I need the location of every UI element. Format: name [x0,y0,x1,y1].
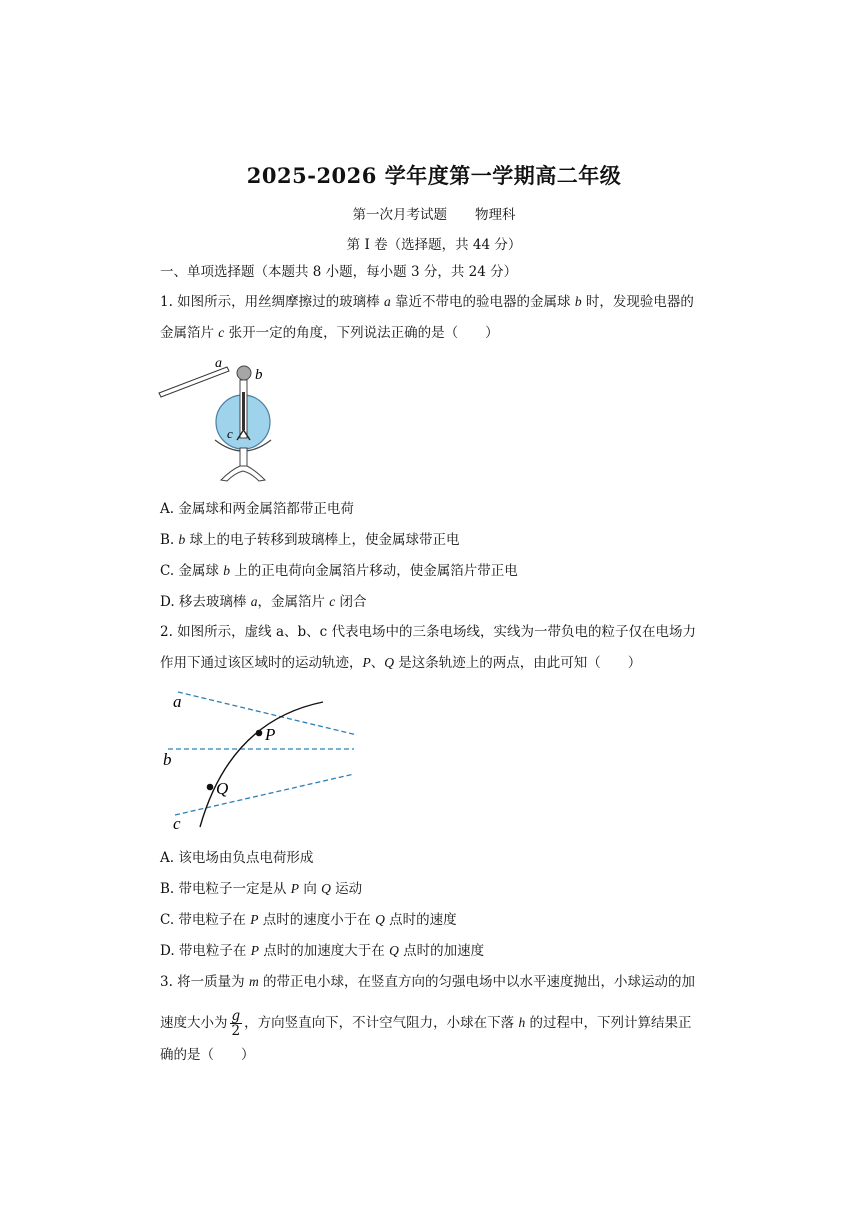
label-a: a [215,356,222,371]
q3-var-h: h [518,1015,526,1030]
label-c: c [173,814,181,833]
volume-heading: 第 I 卷（选择题，共 44 分） [346,237,522,253]
q2-opt-var: P [250,912,259,927]
label-b: b [163,750,172,769]
stand-post [240,448,247,468]
q1-opt-var: b [178,532,186,547]
q1-opt-text: 闭合 [335,594,367,610]
q1-option-c [160,561,518,581]
q1-opt-text: D. 移去玻璃棒 [160,594,251,610]
q3-text: ，方向竖直向下，不计空气阻力，小球在下落 [244,1015,519,1031]
q2-opt-var: Q [389,943,399,958]
q1-opt-var: b [223,563,230,578]
q3-text: 速度大小为 [160,1015,228,1031]
metal-rod [242,392,245,430]
point-q [207,784,214,791]
q1-stem-line2 [160,323,499,343]
q1-stem-line1 [160,292,694,312]
q2-text: 、 [370,655,385,671]
q2-var-q: Q [384,655,394,670]
glass-rod [159,367,229,397]
q2-text: 作用下通过该区域时的运动轨迹， [160,655,363,671]
q1-text: 时，发现验电器的 [581,294,694,310]
fraction-denominator: 2 [231,1023,241,1039]
q2-opt-text: 点时的速度小于在 [258,912,376,928]
label-p: P [265,725,276,744]
trajectory [200,702,323,827]
q1-option-b [160,530,460,550]
q3-text: 3. 将一质量为 [160,974,249,990]
q1-var-a: a [383,294,391,309]
point-p [256,730,263,737]
q2-option-d [160,941,484,961]
electroscope-figure [155,352,285,487]
q2-option-b [160,879,362,899]
q2-opt-text: 点时的速度 [384,912,457,928]
q3-text: 的带正电小球，在竖直方向的匀强电场中以水平速度抛出，小球运动的加 [258,974,696,990]
q2-opt-text: C. 带电粒子在 [160,912,251,928]
q1-option-d [160,592,367,612]
q3-stem-line2 [160,1006,692,1040]
q2-option-a: A. 该电场由负点电荷形成 [160,850,314,866]
q1-opt-var: a [250,594,258,609]
q2-opt-var: Q [321,881,331,896]
q3-stem-line1 [160,972,695,992]
label-q: Q [216,779,229,798]
fraction-numerator: g [231,1008,241,1024]
label-b: b [255,367,263,383]
q1-opt-text: ，金属箔片 [257,594,330,610]
q2-stem-line1: 2. 如图所示，虚线 a、b、c 代表电场中的三条电场线，实线为一带负电的粒子仅在电场力 [160,624,697,640]
page-title: 2025-2026 学年度第一学期高二年级 [246,163,622,188]
q1-opt-text: 球上的电子转移到玻璃棒上，使金属球带正电 [185,532,460,548]
q3-text: 的过程中，下列计算结果正 [525,1015,692,1031]
q2-opt-var: P [250,943,259,958]
q1-opt-text: C. 金属球 [160,563,224,579]
q2-opt-text: D. 带电粒子在 [160,943,251,959]
q1-option-a: A. 金属球和两金属箔都带正电荷 [160,501,354,517]
q2-opt-var: P [290,881,300,896]
section-heading: 一、单项选择题（本题共 8 小题，每小题 3 分，共 24 分） [160,264,518,280]
q2-opt-text: 运动 [330,881,363,897]
exam-name: 第一次月考试题 [352,207,447,223]
q1-opt-text: B. [160,532,179,548]
label-c: c [227,426,233,441]
exam-subtitle [0,203,868,223]
field-line-c [175,774,354,815]
subject-name: 物理科 [475,207,516,223]
q2-opt-text: B. 带电粒子一定是从 [160,881,291,897]
metal-ball [237,366,251,380]
q1-var-b: b [574,294,582,309]
q1-opt-text: 上的正电荷向金属箔片移动，使金属箔片带正电 [229,563,518,579]
stand-legs [221,466,265,481]
fraction-g-over-2 [230,1009,243,1038]
q2-opt-text: 点时的加速度 [398,943,485,959]
q3-stem-line3: 确的是（ ） [160,1047,255,1063]
q1-text: 1. 如图所示，用丝绸摩擦过的玻璃棒 [160,294,384,310]
q2-text: 是这条轨迹上的两点，由此可知（ ） [394,655,642,671]
q1-text: 金属箔片 [160,325,219,341]
q1-opt-var: c [329,594,336,609]
q3-var-m: m [248,974,259,989]
q2-var-p: P [362,655,371,670]
q1-text: 靠近不带电的验电器的金属球 [390,294,575,310]
q1-text: 张开一定的角度，下列说法正确的是（ ） [224,325,499,341]
q2-stem-line2 [160,653,641,673]
field-lines-figure [160,683,365,833]
label-a: a [173,692,182,711]
q2-opt-text: 向 [299,881,322,897]
q2-opt-var: Q [375,912,385,927]
q2-opt-text: 点时的加速度大于在 [258,943,390,959]
q2-option-c [160,910,457,930]
q1-var-c: c [218,325,225,340]
